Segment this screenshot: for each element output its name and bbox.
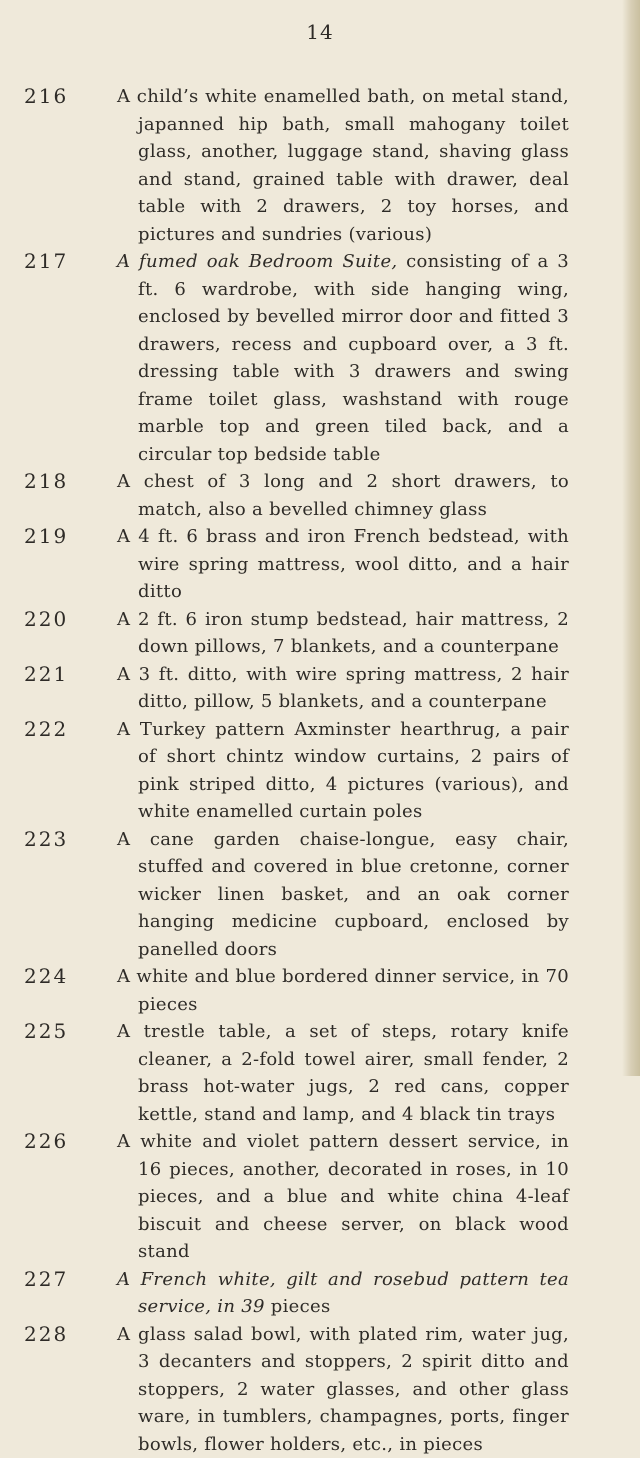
lot-description: A trestle table, a set of steps, rotary knife cleaner, a 2-fold towel airer, small fender, 2 brass hot-water jugs, 2 red cans, copper kettle, stand and lamp, and 4 black tin trays [117, 1018, 569, 1128]
lot-entry [0, 1321, 640, 1458]
lot-description: A 2 ft. 6 iron stump bedstead, hair mattress, 2 down pillows, 7 blankets, and a counterpane [117, 606, 569, 661]
lot-description-rest: consisting of a 3 ft. 6 wardrobe, with side hanging wing, enclosed by bevelled mirror door and fitted 3 drawers, recess and cupboard over, a 3 ft. dressing table with 3 drawers and swing frame toilet glass, washstand with rouge marble top and green tiled back, and a circular top bedside table [138, 251, 569, 465]
lot-title-italic: A fumed oak Bedroom Suite, [117, 251, 397, 272]
lot-number: 225 [24, 1018, 68, 1046]
lot-description: A Turkey pattern Axminster hearthrug, a pair of short chintz window curtains, 2 pairs of pink striped ditto, 4 pictures (various), and white enamelled curtain poles [117, 716, 569, 826]
lot-description: A cane garden chaise-longue, easy chair, stuffed and covered in blue cretonne, corner wicker linen basket, and an oak corner hanging medicine cupboard, enclosed by panelled doors [117, 826, 569, 964]
lot-entry [0, 468, 640, 523]
lot-description [117, 1266, 569, 1321]
lot-entry [0, 606, 640, 661]
lot-entry [0, 1128, 640, 1266]
lot-description-rest: pieces [265, 1296, 331, 1317]
lot-number: 228 [24, 1321, 68, 1349]
lot-entry [0, 523, 640, 606]
lot-entry [0, 1018, 640, 1128]
lot-list [0, 83, 640, 1458]
page-number: 14 [0, 20, 640, 44]
lot-description: A white and blue bordered dinner service, in 70 pieces [117, 963, 569, 1018]
lot-entry [0, 248, 640, 468]
lot-number: 224 [24, 963, 68, 991]
lot-number: 219 [24, 523, 68, 551]
lot-description: A white and violet pattern dessert service, in 16 pieces, another, decorated in roses, in 10 pieces, and a blue and white china 4-leaf biscuit and cheese server, on black wood stand [117, 1128, 569, 1266]
lot-entry [0, 826, 640, 964]
lot-description: A child’s white enamelled bath, on metal stand, japanned hip bath, small mahogany toilet glass, another, luggage stand, shaving glass and stand, grained table with drawer, deal table with 2 drawers, 2 toy horses, and pictures and sundries (various) [117, 83, 569, 248]
lot-title-italic: A French white, gilt and rosebud pattern tea service, in 39 [117, 1269, 569, 1318]
lot-description: A chest of 3 long and 2 short drawers, to match, also a bevelled chimney glass [117, 468, 569, 523]
lot-entry [0, 661, 640, 716]
lot-number: 222 [24, 716, 68, 744]
lot-entry [0, 83, 640, 248]
lot-number: 216 [24, 83, 68, 111]
lot-description [117, 248, 569, 468]
lot-number: 220 [24, 606, 68, 634]
lot-number: 218 [24, 468, 68, 496]
lot-description: A glass salad bowl, with plated rim, water jug, 3 decanters and stoppers, 2 spirit ditto and stoppers, 2 water glasses, and other glass ware, in tumblers, champagnes, ports, finger bowls, flower holders, etc., in pieces [117, 1321, 569, 1458]
lot-description: A 4 ft. 6 brass and iron French bedstead, with wire spring mattress, wool ditto, and a hair ditto [117, 523, 569, 606]
lot-entry [0, 963, 640, 1018]
lot-number: 221 [24, 661, 68, 689]
lot-number: 226 [24, 1128, 68, 1156]
lot-number: 227 [24, 1266, 68, 1294]
lot-number: 223 [24, 826, 68, 854]
lot-entry [0, 716, 640, 826]
lot-entry [0, 1266, 640, 1321]
lot-description: A 3 ft. ditto, with wire spring mattress, 2 hair ditto, pillow, 5 blankets, and a counterpane [117, 661, 569, 716]
lot-number: 217 [24, 248, 68, 276]
